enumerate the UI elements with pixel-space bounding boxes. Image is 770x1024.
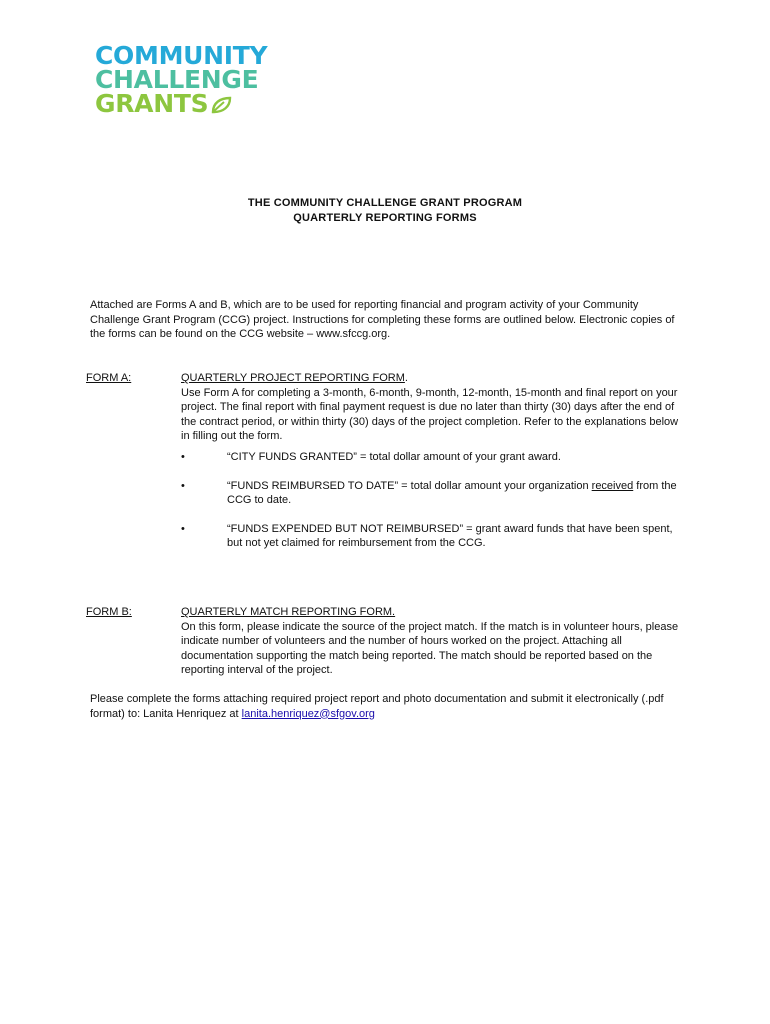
form-b-label: FORM B: (86, 606, 132, 618)
form-a-description: Use Form A for completing a 3-month, 6-month, 9-month, 12-month, 15-month and final report on your project. The final report with final payment request is due no later than thirty (30) days after the end of the contract period, or within thirty (30) days of the project completion. Refer to the explanations below in filling out the form. (181, 386, 679, 443)
form-a-bullet-list (181, 450, 681, 551)
closing-text: Please complete the forms attaching required project report and photo documentation and submit it electronically (.pdf format) to: Lanita Henriquez at (90, 693, 664, 720)
bullet-text: “CITY FUNDS GRANTED” = total dollar amount of your grant award. (227, 450, 561, 463)
list-item (181, 450, 681, 465)
intro-paragraph: Attached are Forms A and B, which are to be used for reporting financial and program activity of your Community Challenge Grant Program (CCG) project. Instructions for completing these forms are outlined below. Electronic copies of the forms can be found on the CCG website – www.sfccg.org. (90, 299, 675, 341)
list-item (181, 522, 681, 551)
list-item (181, 479, 681, 508)
form-b-description: On this form, please indicate the source of the project match. If the match is in volunteer hours, please indicate number of volunteers and the number of hours worked on the project. Attaching all documentation supporting the match being reported. The match should be reported based on the reporting interval of the project. (181, 620, 679, 677)
email-link[interactable]: lanita.henriquez@sfgov.org (241, 707, 375, 720)
logo-line-grants (95, 89, 275, 118)
bullet-icon: • (181, 522, 185, 535)
logo-grants-text: GRANTS (95, 89, 209, 118)
form-b-section (181, 605, 681, 678)
leaf-icon (210, 96, 232, 114)
logo-line-community: COMMUNITY (95, 41, 268, 70)
bullet-icon: • (181, 479, 185, 492)
title-line-2: QUARTERLY REPORTING FORMS (293, 212, 477, 224)
form-a-section (181, 371, 681, 565)
closing-paragraph (90, 692, 680, 721)
form-a-title: QUARTERLY PROJECT REPORTING FORM (181, 372, 405, 384)
logo (95, 41, 275, 118)
bullet-text-underlined: received (591, 479, 634, 492)
form-a-heading (181, 371, 681, 386)
bullet-text: “FUNDS EXPENDED BUT NOT REIMBURSED” = grant award funds that have been spent, but not yet claimed for reimbursement from the CCG. (227, 522, 673, 550)
bullet-text-post: from the CCG to date. (227, 479, 677, 507)
bullet-icon: • (181, 450, 185, 463)
logo-line-challenge: CHALLENGE (95, 65, 259, 94)
bullet-text-pre: “FUNDS REIMBURSED TO DATE” = total dollar amount your organization (227, 479, 592, 492)
title-line-1: THE COMMUNITY CHALLENGE GRANT PROGRAM (247, 197, 523, 209)
form-a-label: FORM A: (86, 372, 132, 384)
page-title (0, 196, 770, 226)
form-b-title: QUARTERLY MATCH REPORTING FORM. (181, 606, 396, 618)
form-a-title-suffix: . (404, 372, 408, 384)
